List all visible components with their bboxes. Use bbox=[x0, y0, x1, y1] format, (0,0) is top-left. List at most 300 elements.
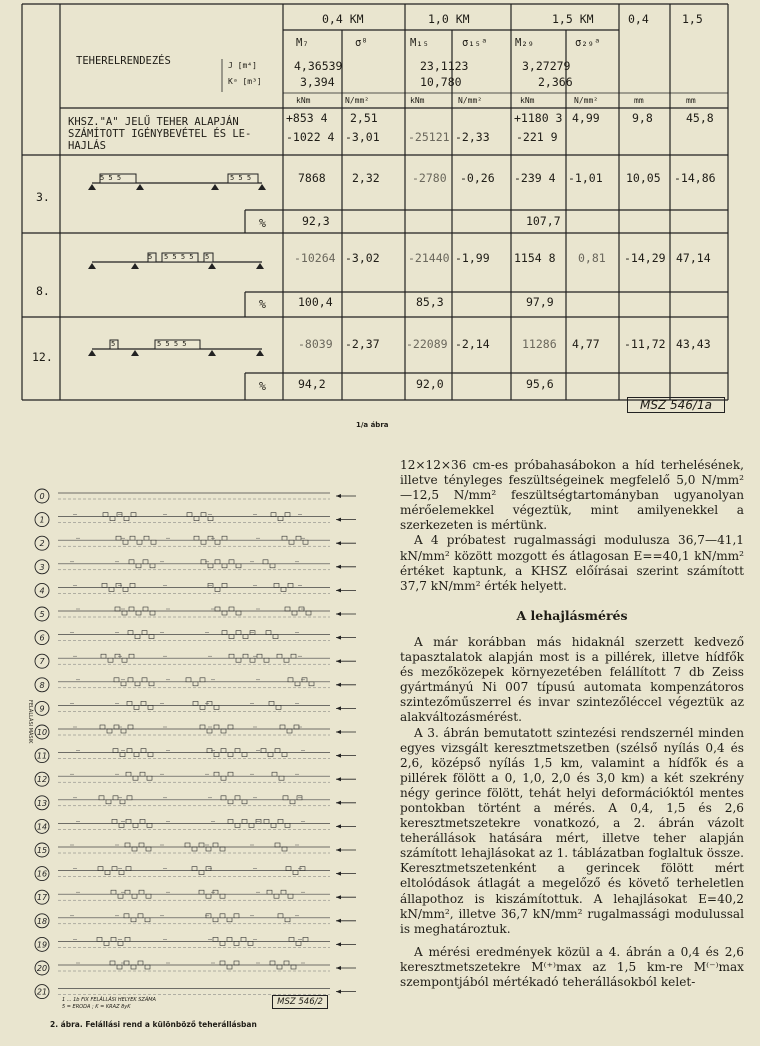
vehicle-mark bbox=[103, 513, 108, 517]
vehicle-mark bbox=[208, 517, 213, 521]
figure-2-sketch bbox=[30, 482, 380, 1012]
vehicle-mark bbox=[150, 611, 155, 615]
khsz-cell: 45,8 bbox=[686, 111, 714, 125]
vehicle-mark bbox=[126, 867, 131, 871]
setup-number: 8 bbox=[39, 680, 45, 690]
vehicle-mark bbox=[282, 847, 287, 851]
j-value-1: 4,36539 bbox=[294, 59, 343, 73]
arrowhead-icon bbox=[336, 588, 341, 592]
setup-row bbox=[35, 725, 356, 739]
header-m15: M₁₅ bbox=[410, 37, 429, 49]
vehicle-mark bbox=[222, 583, 227, 587]
setup-row bbox=[35, 678, 356, 692]
vehicle-mark bbox=[215, 560, 220, 564]
vehicle-mark bbox=[134, 753, 139, 757]
khsz-cell: 4,99 bbox=[572, 111, 600, 125]
unit: kNm bbox=[410, 96, 425, 105]
vehicle-mark bbox=[264, 658, 269, 662]
arrowhead-icon bbox=[336, 565, 341, 569]
setup-number: 1 bbox=[39, 515, 45, 525]
vehicle-mark bbox=[278, 517, 283, 521]
k-value-1: 3,394 bbox=[300, 75, 335, 89]
khsz-cell: +853 4 bbox=[286, 111, 328, 125]
vehicle-mark bbox=[285, 607, 290, 611]
khsz-label-2: SZÁMÍTOTT IGÉNYBEVÉTEL ÉS LE- bbox=[68, 128, 252, 140]
vehicle-mark bbox=[133, 776, 138, 780]
vehicle-mark bbox=[120, 753, 125, 757]
vehicle-mark bbox=[150, 564, 155, 568]
vehicle-mark bbox=[264, 819, 269, 823]
vehicle-mark bbox=[227, 965, 232, 969]
figure-2-caption: 2. ábra. Felállási rend a különböző teherállásban bbox=[50, 1020, 257, 1029]
vehicle-mark bbox=[128, 725, 133, 729]
vehicle-mark bbox=[129, 560, 134, 564]
arrowhead-icon bbox=[336, 683, 341, 687]
row8-cell: 0,81 bbox=[578, 251, 606, 265]
stamp-msz-546-2: MSZ 546/2 bbox=[272, 995, 328, 1009]
row3-cell: -1,01 bbox=[568, 171, 603, 185]
paragraph: A mérési eredmények közül a 4. ábrán a 0,4 és 2,6 keresztmetszetekre M⁽⁺⁾max az 1,5 km-re M⁽⁻⁾max szempontjából mértékadó teherállásokból kelet- bbox=[400, 944, 744, 989]
vehicle-mark bbox=[129, 607, 134, 611]
vehicle-mark bbox=[149, 635, 154, 639]
vehicle-mark bbox=[289, 540, 294, 544]
unit: N/mm² bbox=[458, 96, 483, 105]
row12-cell: -2,14 bbox=[455, 337, 490, 351]
khsz-cell: -3,01 bbox=[345, 130, 380, 144]
vehicle-mark bbox=[123, 540, 128, 544]
vehicle-mark bbox=[284, 658, 289, 662]
vehicle-mark bbox=[139, 890, 144, 894]
arrowhead-icon bbox=[336, 636, 341, 640]
vehicle-mark bbox=[110, 961, 115, 965]
vehicle-mark bbox=[128, 631, 133, 635]
vehicle-mark bbox=[121, 682, 126, 686]
vehicle-mark bbox=[200, 678, 205, 682]
pct-cell: 97,9 bbox=[526, 295, 554, 309]
setup-row bbox=[35, 749, 356, 763]
vehicle-mark bbox=[109, 587, 114, 591]
vehicle-mark bbox=[131, 918, 136, 922]
arrowhead-icon bbox=[336, 942, 341, 946]
vehicle-mark bbox=[125, 843, 130, 847]
vehicle-mark bbox=[214, 772, 219, 776]
pct-cell: 92,0 bbox=[416, 377, 444, 391]
vehicle-mark bbox=[214, 753, 219, 757]
vehicle-mark bbox=[234, 961, 239, 965]
row3-cell: 7868 bbox=[298, 171, 326, 185]
vehicle-mark bbox=[306, 611, 311, 615]
vehicle-mark bbox=[229, 607, 234, 611]
vehicle-mark bbox=[147, 776, 152, 780]
vehicle-mark bbox=[200, 705, 205, 709]
pct-label: % bbox=[259, 297, 266, 311]
vehicle-mark bbox=[236, 564, 241, 568]
beam-load-mark: 5 5 5 bbox=[100, 174, 122, 182]
vehicle-mark bbox=[125, 937, 130, 941]
vehicle-mark bbox=[127, 701, 132, 705]
vehicle-mark bbox=[141, 749, 146, 753]
vehicle-mark bbox=[124, 517, 129, 521]
vehicle-mark bbox=[97, 937, 102, 941]
vehicle-mark bbox=[275, 843, 280, 847]
vehicle-mark bbox=[275, 749, 280, 753]
vehicle-mark bbox=[227, 937, 232, 941]
vehicle-mark bbox=[221, 749, 226, 753]
unit: kNm bbox=[296, 96, 311, 105]
vehicle-mark bbox=[271, 823, 276, 827]
vehicle-mark bbox=[281, 890, 286, 894]
setup-number: 7 bbox=[39, 657, 45, 667]
load-comparison-table bbox=[0, 0, 760, 410]
khsz-cell: 2,51 bbox=[350, 111, 378, 125]
row3-cell: -239 4 bbox=[514, 171, 556, 185]
arrowhead-icon bbox=[336, 541, 341, 545]
vehicle-mark bbox=[281, 587, 286, 591]
vehicle-mark bbox=[124, 914, 129, 918]
row8-cell: -10264 bbox=[294, 251, 336, 265]
vehicle-mark bbox=[144, 536, 149, 540]
vehicle-mark bbox=[295, 682, 300, 686]
vehicle-mark bbox=[118, 941, 123, 945]
vehicle-mark bbox=[117, 965, 122, 969]
vehicle-mark bbox=[280, 725, 285, 729]
setup-row bbox=[35, 914, 356, 928]
vehicle-mark bbox=[222, 564, 227, 568]
figure-2-setup-diagram bbox=[30, 482, 380, 1012]
setup-number: 13 bbox=[36, 798, 48, 808]
vehicle-mark bbox=[201, 513, 206, 517]
vehicle-mark bbox=[129, 654, 134, 658]
vehicle-mark bbox=[213, 937, 218, 941]
vehicle-mark bbox=[248, 941, 253, 945]
figure-1a-caption: 1/a ábra bbox=[356, 421, 389, 429]
vehicle-mark bbox=[293, 871, 298, 875]
setup-row bbox=[35, 583, 356, 597]
vehicle-mark bbox=[99, 796, 104, 800]
beam-load-mark: 5 5 5 bbox=[230, 174, 252, 182]
arrowhead-icon bbox=[336, 659, 341, 663]
prop-j-label: J [m⁴] bbox=[228, 61, 257, 70]
setup-row bbox=[35, 843, 356, 857]
row3-cell: 2,32 bbox=[352, 171, 380, 185]
arrowhead-icon bbox=[336, 494, 341, 498]
vehicle-mark bbox=[220, 914, 225, 918]
vehicle-mark bbox=[139, 843, 144, 847]
vehicle-mark bbox=[213, 918, 218, 922]
vehicle-mark bbox=[296, 941, 301, 945]
setup-row bbox=[35, 890, 356, 904]
vehicle-mark bbox=[130, 536, 135, 540]
arrowhead-icon bbox=[336, 730, 341, 734]
vehicle-mark bbox=[187, 513, 192, 517]
vehicle-mark bbox=[269, 701, 274, 705]
arrowhead-icon bbox=[336, 990, 341, 994]
vehicle-mark bbox=[206, 847, 211, 851]
beam-load-mark: 5 bbox=[148, 253, 153, 261]
vehicle-mark bbox=[229, 635, 234, 639]
vehicle-mark bbox=[116, 536, 121, 540]
vehicle-mark bbox=[272, 772, 277, 776]
vehicle-mark bbox=[236, 611, 241, 615]
pct-cell: 85,3 bbox=[416, 295, 444, 309]
vehicle-mark bbox=[228, 800, 233, 804]
setup-number: 11 bbox=[36, 751, 48, 761]
vehicle-mark bbox=[228, 772, 233, 776]
vehicle-mark bbox=[128, 678, 133, 682]
header-group-04-b: 0,4 bbox=[628, 12, 649, 26]
setup-row bbox=[35, 961, 356, 975]
unit: kNm bbox=[520, 96, 535, 105]
vehicle-mark bbox=[135, 635, 140, 639]
vehicle-mark bbox=[220, 961, 225, 965]
vehicle-mark bbox=[141, 701, 146, 705]
vehicle-mark bbox=[221, 729, 226, 733]
vehicle-mark bbox=[207, 729, 212, 733]
vehicle-mark bbox=[142, 678, 147, 682]
vehicle-mark bbox=[277, 965, 282, 969]
vehicle-mark bbox=[138, 914, 143, 918]
vehicle-mark bbox=[267, 890, 272, 894]
row12-cell: 11286 bbox=[522, 337, 557, 351]
vehicle-mark bbox=[122, 611, 127, 615]
vehicle-mark bbox=[145, 918, 150, 922]
row12-cell: 4,77 bbox=[572, 337, 600, 351]
vehicle-mark bbox=[257, 654, 262, 658]
setup-row bbox=[35, 560, 356, 574]
setup-number: 12 bbox=[36, 775, 48, 785]
vehicle-mark bbox=[140, 819, 145, 823]
vehicle-mark bbox=[194, 536, 199, 540]
row12-cell: -2,37 bbox=[345, 337, 380, 351]
row12-cell: -8039 bbox=[298, 337, 333, 351]
unit: N/mm² bbox=[574, 96, 599, 105]
vehicle-mark bbox=[274, 583, 279, 587]
section-heading: A lehajlásmérés bbox=[516, 607, 628, 623]
vehicle-mark bbox=[270, 564, 275, 568]
vehicle-mark bbox=[119, 823, 124, 827]
paragraph: A már korábban más hidaknál szerzett kedvező tapasztalatok alapján most is a pillérek, illetve hídfők és mezőközepek környezetében felállított 7 db Zeiss gyártmányú Ni 007 típusú automata kompenzátoros szintezőműszerrel és invar szintezőléccel végeztük az alakváltozásmérést. bbox=[400, 634, 744, 725]
setup-number: 16 bbox=[36, 869, 48, 879]
vehicle-mark bbox=[199, 871, 204, 875]
load-arrangement-label: TEHERELRENDEZÉS bbox=[76, 55, 171, 67]
vehicle-mark bbox=[131, 965, 136, 969]
vehicle-mark bbox=[126, 819, 131, 823]
arrowhead-icon bbox=[336, 919, 341, 923]
setup-row bbox=[35, 536, 356, 550]
vehicle-mark bbox=[291, 654, 296, 658]
setup-number: 21 bbox=[36, 987, 48, 997]
header-m7: M₇ bbox=[296, 37, 309, 49]
pct-cell: 92,3 bbox=[302, 214, 330, 228]
setup-number: 17 bbox=[36, 893, 48, 903]
vehicle-mark bbox=[268, 753, 273, 757]
vehicle-mark bbox=[270, 961, 275, 965]
vehicle-mark bbox=[287, 729, 292, 733]
stamp-msz-546-1a: MSZ 546/1a bbox=[627, 397, 725, 413]
setup-number: 0 bbox=[39, 492, 45, 501]
vehicle-mark bbox=[148, 705, 153, 709]
vehicle-mark bbox=[285, 513, 290, 517]
setup-number: 9 bbox=[39, 704, 45, 714]
vehicle-mark bbox=[276, 705, 281, 709]
vehicle-mark bbox=[229, 560, 234, 564]
vehicle-mark bbox=[107, 729, 112, 733]
vehicle-mark bbox=[148, 753, 153, 757]
vehicle-mark bbox=[220, 847, 225, 851]
vehicle-mark bbox=[149, 682, 154, 686]
vehicle-mark bbox=[133, 823, 138, 827]
vehicle-mark bbox=[220, 941, 225, 945]
vehicle-mark bbox=[266, 631, 271, 635]
j-value-2: 23,1123 bbox=[420, 59, 469, 73]
vehicle-mark bbox=[115, 607, 120, 611]
row8-cell: 47,14 bbox=[676, 251, 711, 265]
vehicle-mark bbox=[279, 776, 284, 780]
vehicle-mark bbox=[213, 843, 218, 847]
article-text bbox=[400, 458, 744, 990]
vehicle-mark bbox=[110, 517, 115, 521]
vehicle-mark bbox=[143, 560, 148, 564]
vehicle-mark bbox=[192, 847, 197, 851]
arrowhead-icon bbox=[336, 824, 341, 828]
pct-cell: 94,2 bbox=[298, 377, 326, 391]
vehicle-mark bbox=[214, 725, 219, 729]
unit: N/mm² bbox=[345, 96, 370, 105]
vehicle-mark bbox=[288, 678, 293, 682]
vehicle-mark bbox=[215, 607, 220, 611]
vehicle-mark bbox=[242, 753, 247, 757]
setup-row bbox=[35, 701, 356, 715]
vehicle-mark bbox=[132, 847, 137, 851]
j-value-3: 3,27279 bbox=[522, 59, 571, 73]
vehicle-mark bbox=[134, 705, 139, 709]
arrowhead-icon bbox=[336, 754, 341, 758]
vehicle-mark bbox=[118, 894, 123, 898]
khsz-cell: -1022 4 bbox=[286, 130, 335, 144]
vehicle-mark bbox=[215, 540, 220, 544]
arrowhead-icon bbox=[336, 777, 341, 781]
setup-number: 3 bbox=[39, 562, 45, 572]
setup-number: 20 bbox=[36, 964, 48, 973]
vehicle-mark bbox=[113, 749, 118, 753]
vehicle-mark bbox=[132, 894, 137, 898]
setup-row bbox=[35, 489, 356, 503]
vehicle-mark bbox=[126, 772, 131, 776]
setup-row bbox=[35, 631, 356, 645]
setup-number: 14 bbox=[36, 822, 48, 832]
arrowhead-icon bbox=[336, 706, 341, 710]
vehicle-mark bbox=[242, 819, 247, 823]
setup-row bbox=[35, 819, 356, 833]
row8-cell: -3,02 bbox=[345, 251, 380, 265]
vehicle-mark bbox=[106, 800, 111, 804]
header-s8: σ⁸ bbox=[355, 37, 368, 49]
row8-cell: -21440 bbox=[408, 251, 450, 265]
vehicle-mark bbox=[122, 658, 127, 662]
vehicle-mark bbox=[241, 937, 246, 941]
vehicle-mark bbox=[193, 701, 198, 705]
vehicle-mark bbox=[285, 918, 290, 922]
pct-cell: 100,4 bbox=[298, 295, 333, 309]
row3-cell: -2780 bbox=[412, 171, 447, 185]
setup-number: 6 bbox=[39, 633, 45, 643]
vehicle-mark bbox=[147, 823, 152, 827]
khsz-cell: -25121 bbox=[408, 130, 450, 144]
vehicle-mark bbox=[303, 937, 308, 941]
vehicle-mark bbox=[273, 635, 278, 639]
vehicle-mark bbox=[278, 819, 283, 823]
vehicle-mark bbox=[136, 564, 141, 568]
vehicle-mark bbox=[121, 729, 126, 733]
vehicle-mark bbox=[102, 583, 107, 587]
setup-row bbox=[35, 867, 356, 881]
row12-cell: -11,72 bbox=[624, 337, 666, 351]
vehicle-mark bbox=[303, 540, 308, 544]
vehicle-mark bbox=[242, 800, 247, 804]
vehicle-mark bbox=[127, 749, 132, 753]
pct-cell: 95,6 bbox=[526, 377, 554, 391]
unit: mm bbox=[686, 96, 696, 105]
vehicle-mark bbox=[145, 965, 150, 969]
header-s15: σ₁₅ᵃ bbox=[462, 37, 488, 49]
header-group-04: 0,4 KM bbox=[322, 12, 364, 26]
vehicle-mark bbox=[220, 894, 225, 898]
vehicle-mark bbox=[215, 587, 220, 591]
vehicle-mark bbox=[112, 867, 117, 871]
row8-cell: 1154 8 bbox=[514, 251, 556, 265]
vehicle-mark bbox=[98, 867, 103, 871]
paragraph: 12×12×36 cm-es próbahasábokon a híd terhelésének, illetve tényleges feszültségeinek megfelelő 5,0 N/mm²—12,5 N/mm² feszültségtartományban ugyanolyan mérőelemekkel végeztük, mint amilyenekkel a szerkezeten is mértünk. bbox=[400, 458, 744, 533]
row3-cell: -14,86 bbox=[674, 171, 716, 185]
vehicle-mark bbox=[263, 560, 268, 564]
vehicle-mark bbox=[236, 658, 241, 662]
vehicle-mark bbox=[214, 705, 219, 709]
vehicle-mark bbox=[199, 890, 204, 894]
vehicle-mark bbox=[108, 658, 113, 662]
setup-row bbox=[35, 796, 356, 810]
row3-cell: 10,05 bbox=[626, 171, 661, 185]
vehicle-mark bbox=[127, 796, 132, 800]
vehicle-mark bbox=[290, 800, 295, 804]
vehicle-mark bbox=[288, 894, 293, 898]
setup-number: 19 bbox=[36, 940, 48, 950]
setup-row bbox=[35, 513, 356, 527]
vehicle-mark bbox=[111, 890, 116, 894]
vehicle-mark bbox=[142, 631, 147, 635]
vehicle-mark bbox=[222, 536, 227, 540]
setup-number: 18 bbox=[36, 916, 48, 926]
header-m29: M₂₉ bbox=[515, 37, 534, 49]
vehicle-mark bbox=[235, 796, 240, 800]
row-number: 8. bbox=[36, 284, 50, 298]
beam-load-mark: 5 bbox=[111, 340, 116, 348]
row8-cell: -1,99 bbox=[455, 251, 490, 265]
k-value-3: 2,366 bbox=[538, 75, 573, 89]
vehicle-mark bbox=[114, 678, 119, 682]
row-number: 3. bbox=[36, 190, 50, 204]
setup-row bbox=[35, 607, 356, 621]
arrowhead-icon bbox=[336, 848, 341, 852]
vehicle-mark bbox=[185, 843, 190, 847]
vehicle-mark bbox=[271, 513, 276, 517]
pct-label: % bbox=[259, 216, 266, 230]
vehicle-mark bbox=[101, 654, 106, 658]
vehicle-mark bbox=[288, 583, 293, 587]
vehicle-mark bbox=[261, 749, 266, 753]
vehicle-mark bbox=[136, 611, 141, 615]
vehicle-mark bbox=[192, 867, 197, 871]
arrowhead-icon bbox=[336, 518, 341, 522]
